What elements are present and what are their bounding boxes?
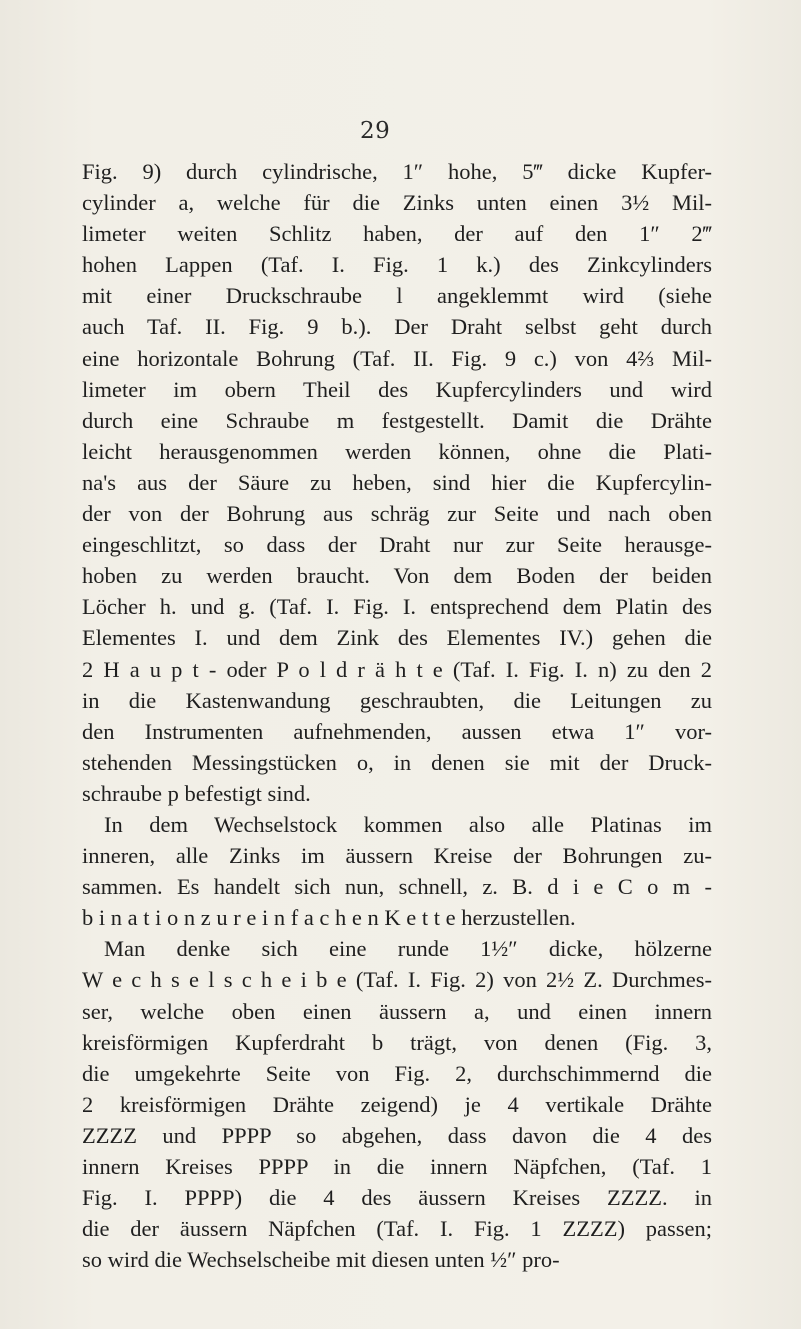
page-number: 29 [360,118,391,144]
text-line: Fig. I. PPPP) die 4 des äussern Kreises ZZZZ. in [82,1185,712,1211]
text-line: In dem Wechselstock kommen also alle Platinas im [104,811,712,837]
text-line: der von der Bohrung aus schräg zur Seite und nach oben [82,501,712,527]
text-line: 2 H a u p t - oder P o l d r ä h t e (Taf. I. Fig. I. n) zu den 2 [82,656,712,682]
paragraph [82,933,712,1275]
text-line: limeter im obern Theil des Kupfercylinders und wird [82,376,712,402]
text-line: sammen. Es handelt sich nun, schnell, z. B. d i e C o m - [82,874,712,900]
text-line: b i n a t i o n z u r e i n f a c h e n K e t t e herzustellen. [82,905,576,931]
text-line: stehenden Messingstücken o, in denen sie mit der Druck- [82,749,712,775]
text-line: so wird die Wechselscheibe mit diesen unten ½″ pro- [82,1247,560,1273]
text-line: Elementes I. und dem Zink des Elementes IV.) gehen die [82,625,712,651]
text-line: eine horizontale Bohrung (Taf. II. Fig. 9 c.) von 4⅔ Mil- [82,345,712,371]
text-line: kreisförmigen Kupferdraht b trägt, von denen (Fig. 3, [82,1029,712,1055]
text-line: W e c h s e l s c h e i b e (Taf. I. Fig. 2) von 2½ Z. Durchmes- [82,967,712,993]
text-line: den Instrumenten aufnehmenden, aussen etwa 1″ vor- [82,718,712,744]
text-line: leicht herausgenommen werden können, ohne die Plati- [82,438,712,464]
text-line: Löcher h. und g. (Taf. I. Fig. I. entsprechend dem Platin des [82,594,712,620]
text-line: inneren, alle Zinks im äussern Kreise der Bohrungen zu- [82,843,712,869]
text-line: schraube p befestigt sind. [82,780,311,806]
text-line: hoben zu werden braucht. Von dem Boden der beiden [82,563,712,589]
text-line: na's aus der Säure zu heben, sind hier die Kupfercylin- [82,469,712,495]
paragraph [82,156,712,809]
text-line: auch Taf. II. Fig. 9 b.). Der Draht selbst geht durch [82,314,712,340]
text-line: durch eine Schraube m festgestellt. Damit die Drähte [82,407,712,433]
paragraphs [82,156,712,1275]
text-line: eingeschlitzt, so dass der Draht nur zur Seite herausge- [82,532,712,558]
text-line: ZZZZ und PPPP so abgehen, dass davon die 4 des [82,1122,712,1148]
text-line: in die Kastenwandung geschraubten, die Leitungen zu [82,687,712,713]
text-line: mit einer Druckschraube l angeklemmt wird (siehe [82,283,712,309]
text-line: cylinder a, welche für die Zinks unten einen 3½ Mil- [82,190,712,216]
text-line: Man denke sich eine runde 1½″ dicke, hölzerne [104,936,712,962]
text-line: limeter weiten Schlitz haben, der auf den 1″ 2‴ [82,221,712,247]
body-text [82,156,712,1275]
text-line: hohen Lappen (Taf. I. Fig. 1 k.) des Zinkcylinders [82,252,712,278]
text-line: innern Kreises PPPP in die innern Näpfchen, (Taf. 1 [82,1154,712,1179]
paragraph [82,809,712,933]
text-line: die umgekehrte Seite von Fig. 2, durchschimmernd die [82,1060,712,1086]
text-line: 2 kreisförmigen Drähte zeigend) je 4 vertikale Drähte [82,1091,712,1117]
text-line: Fig. 9) durch cylindrische, 1″ hohe, 5‴ dicke Kupfer- [82,159,712,184]
text-line: die der äussern Näpfchen (Taf. I. Fig. 1 ZZZZ) passen; [82,1216,712,1242]
text-line: ser, welche oben einen äussern a, und einen innern [82,998,712,1024]
